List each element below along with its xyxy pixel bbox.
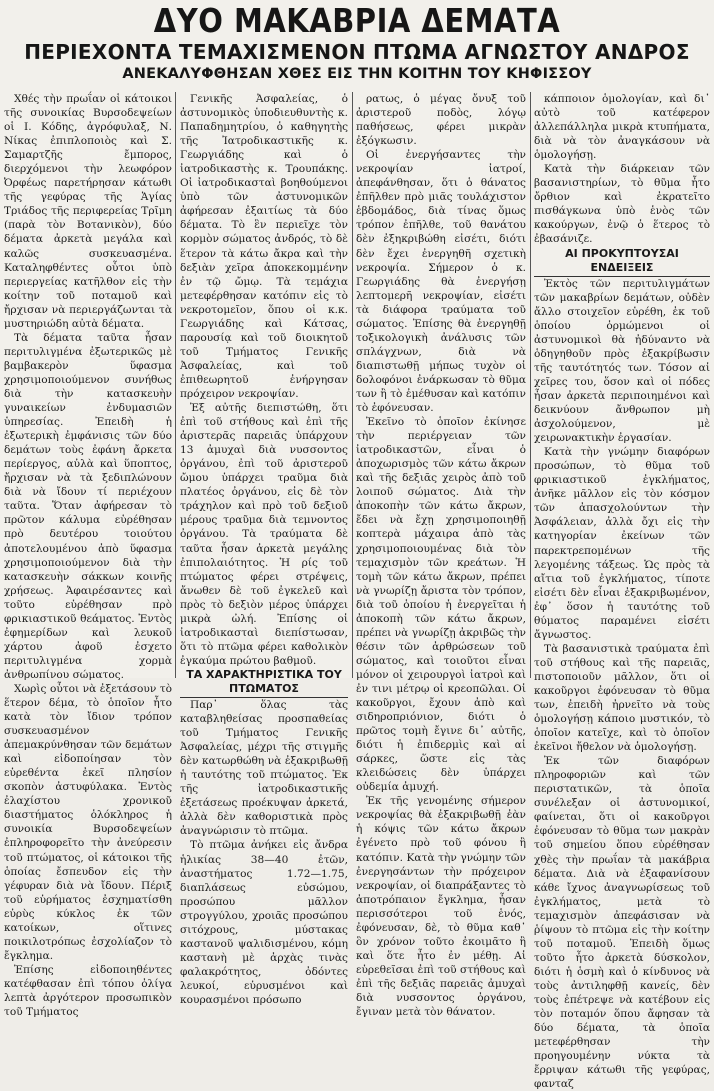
subhead-text: ΑΙ ΠΡΟΚΥΠΤΟΥΣΑΙ ΕΝΔΕΙΞΕΙΣ	[534, 247, 710, 277]
section-subhead	[534, 247, 710, 277]
paragraph: Τὸ πτῶμα ἀνήκει εἰς ἄνδρα ἡλικίας 38—40 ἐτῶν, ἀναστήματος 1.72—1.75, διαπλάσεως εὐσώμου, προσώπου μᾶλλον στρογγύλου, χροιᾶς προσώπου σιτόχρους, μύστακας καστανοῦ ψαλιδισμένου, κόμη καστανὴ μὲ ἀρχὰς τινὰς φαλακρότητος, ὀδόντες λευκοί, εὐρυσμένοι καὶ κουρασμένοι πρόσωπο	[180, 839, 348, 1006]
paragraph: Τὰ δέματα ταῦτα ἦσαν περιτυλιγμένα ἐξωτερικῶς μὲ βαμβακερὸν ὕφασμα χρησιμοποιούμενον συνήθως διὰ τὴν κατασκευὴν γυναικείων ἐνδυμασιῶν ὑπηρεσίας. Ἐπειδὴ ἡ ἐξωτερικὴ ἐμφάνισις τῶν δύο δεμάτων τοὺς ἐφάνη ἄρκετα περίεργος, αὐλὰ καὶ ὕποπτος, ἤρχισαν νὰ τὰ ξεδιπλώνουν διὰ νὰ ἴδουν τί περιέχουν ταῦτα. Ὅταν ἀφήρεσαν τὸ πρῶτον κάλυμα εὑρέθησαν πρὸ δευτέρου τοιούτου ἀποτελουμένου ἀπὸ ὕφασμα χρησιμοποιούμενον διὰ τὴν κατασκευὴν σάκκων κοινῆς χρήσεως. Ἀφαιρέσαντες καὶ τοῦτο εὑρέθησαν πρὸ φρικιαστικοῦ θεάματος. Ἐντὸς ἐφημερίδων καὶ λευκοῦ χάρτου ἀφοῦ ἐσχετο περιτυλιγμένα χορμὰ ἀνθρωπίνου σώματος.	[4, 331, 172, 681]
paragraph: Γενικῆς Ἀσφαλείας, ὁ ἀστυνομικὸς ὑποδιευθυντὴς κ. Παπαδημητρίου, ὁ καθηγητὴς τῆς Ἰατροδικαστικῆς κ. Γεωργιάδης καὶ ὁ ἰατροδικαστὴς κ. Τρουπάκης. Οἱ ἰατροδικασταὶ βοηθούμενοι ὑπὸ τῶν ἀστυνομικῶν ἀφήρεσαν ἐξαιτίως τὰ δύο δέματα. Τὸ ἓν περιεῖχε τὸν κορμὸν σώματος ἀνδρός, τὸ δὲ ἕτερον τὰ κάτω ἄκρα καὶ τὴν δεξιὰν χεῖρα ἀποκεκομμένην ἐν τῷ ὤμῳ. Τὰ τεμάχια μετεφέρθησαν κατόπιν εἰς τὸ νεκροτομεῖον, ὅπου οἱ κ.κ. Γεωργιάδης καὶ Κάτσας, παρουσίᾳ καὶ τοῦ διοικητοῦ τοῦ Τμήματος Γενικῆς Ἀσφαλείας, καὶ τοῦ ἐπιθεωρητοῦ ἐνήργησαν πρόχειρον νεκροψίαν.	[180, 93, 348, 400]
paragraph: Τὰ βασανιστικὰ τραύματα ἐπὶ τοῦ στήθους καὶ τῆς παρειᾶς, πιστοποιοῦν μᾶλλον, ὅτι οἱ κακοῦργοι ἐφόνευσαν τὸ θῦμα των, ἐπειδὴ ἠρνεῖτο νὰ τοὺς ὁμολογήσῃ κάποιο μυστικόν, τὸ ὁποῖον κατεῖχε, καὶ τὸ ὁποῖον ἐκεῖνοι ἤθελον νὰ ὁμολογήσῃ.	[534, 642, 710, 754]
paragraph: Ἐκ τῶν διαφόρων πληροφοριῶν καὶ τῶν περιστατικῶν, τὰ ὁποῖα συνέλεξαν οἱ ἀστυνομικοί, φαίνεται, ὅτι οἱ κακοῦργοι ἐφόνευσαν τὸ θῦμα των μακρὰν τοῦ σημείου ὅπου εὑρέθησαν χθὲς τὴν πρωΐαν τὰ μακάβρια δέματα. Διὰ νὰ ἐξαφανίσουν κάθε ἴχνος ἀναγνωρίσεως τοῦ ἐγκλήματος, μετὰ τὸ τεμαχισμὸν ἀπεφάσισαν νὰ ῥίψουν τὸ πτῶμα εἰς τὴν κοίτην τοῦ ποταμοῦ. Ἐπειδὴ ὅμως τοῦτο ἦτο ἀρκετὰ δύσκολον, διότι ἡ ὁσμὴ καὶ ὁ κίνδυνος νὰ τοὺς ἀντιληφθῇ κανείς, δὲν τοὺς ἐπέτρεψε νὰ κατέβουν εἰς τὸν ποταμόν ὅπου ἄφησαν τὰ δύο δέματα, τὰ ὁποῖα μετεφέρθησαν τὴν προηγουμένην νύκτα τὰ ἔρριψαν κάτωθι τῆς γεφύρας, φανταζ	[534, 755, 710, 1091]
paragraph: Ἐκεῖνο τὸ ὁποῖον ἐκίνησε τὴν περιέργειαν τῶν ἰατροδικαστῶν, εἶναι ὁ ἀποχωρισμὸς τῶν κάτω ἄκρων καὶ τῆς δεξιᾶς χειρὸς ἀπὸ τοῦ λοιποῦ σώματος. Διὰ τὴν ἀποκοπὴν τῶν κάτω ἄκρων, ἔδει νὰ ἔχῃ χρησιμοποιηθῇ κοπτερὰ μάχαιρα ἀπὸ τὰς χρησιμοποιουμένας διὰ τὸν τεμαχισμὸν τῶν κρεάτων. Ἡ τομὴ τῶν κάτω ἄκρων, πρέπει νὰ γνωρίζῃ ἄριστα τὸν τρόπον, διὰ τοῦ ὁποίου ἡ ἐνεργεῖται ἡ ἀποκοπὴ τῶν κάτω ἄκρων, πρέπει νὰ γνωρίζῃ ἀκριβῶς τὴν θέσιν τῶν ἀρθρώσεων τοῦ σώματος, καὶ τοιοῦτοι εἶναι μόνον οἱ χειρουργοὶ ἰατροὶ καὶ ἐν τινι μέτρῳ οἱ κρεοπῶλαι. Οἱ κακοῦργοι, ἔχουν ἀπὸ καὶ σιδηροπριόνιον, διότι ὁ πρῶτος τομὴ ἔγινε δι᾽ αὐτῆς, διότι ἡ ἐπιδερμὶς καὶ αἱ σάρκες, ὥστε εἰς τὰς κλειδώσεις δὲν ὑπάρχει οὐδεμία ἀμυχή.	[356, 416, 526, 794]
subheadline: ΠΕΡΙΕΧΟΝΤΑ ΤΕΜΑΧΙΣΜΕΝΟΝ ΠΤΩΜΑ ΑΓΝΩΣΤΟΥ ΑΝΔΡΟΣ	[24, 40, 690, 64]
headline: ΔΥΟ ΜΑΚΑΒΡΙΑ ΔΕΜΑΤΑ	[153, 2, 561, 41]
paragraph: Οἱ ἐνεργήσαντες τὴν νεκροψίαν ἰατροί, ἀπεφάνθησαν, ὅτι ὁ θάνατος ἐπῆλθεν πρὸ μιᾶς τουλάχιστον ἑβδομάδος, διὰ τίνας ὅμως τρόπον ἐπῆλθε, τοῦ θανάτου δὲν ἐξηκριβώθη εἰσέτι, διότι δὲν ἔχει ἐνεργηθῆ σχετικὴ νεκροψία. Σήμερον ὁ κ. Γεωργιάδης θὰ ἐνεργήσῃ λεπτομερῆ νεκροψίαν, εἰσέτι τὰ διάφορα τραύματα τοῦ σώματος. Ἐπίσης θὰ ἐνεργηθῇ τοξικολογικὴ ἀνάλυσις τῶν σπλάγχνων, διὰ νὰ διαπιστωθῇ μήπως τυχὸν οἱ δολοφόνοι ἐνάρκωσαν τὸ θῦμα των ἢ τὸ ἐμέθυσαν καὶ κατόπιν τὸ ἐφόνευσαν.	[356, 149, 526, 415]
deck: ΑΝΕΚΑΛΥΦΘΗΣΑΝ ΧΘΕΣ ΕΙΣ ΤΗΝ ΚΟΙΤΗΝ ΤΟΥ ΚΗΦΙΣΣΟΥ	[122, 66, 592, 82]
paragraph: Χωρὶς οὗτοι νὰ ἐξετάσουν τὸ ἕτερον δέμα, τὸ ὁποῖον ἦτο κατὰ τὸν ἴδιον τρόπον συσκευασμένον ἀπεμακρύνθησαν τῶν δεμάτων καὶ εἰδοποίησαν τὸν εὑρεθέντα ἐκεῖ πλησίον σκοπὸν ἀστυφύλακα. Ἐντὸς ἐλαχίστου χρονικοῦ διαστήματος ὁλόκληρος ἡ συνοικία Βυρσοδεψείων ἐπληροφορεῖτο τὴν ἀνεύρεσιν τοῦ πτώματος, οἱ κάτοικοι τῆς ὁποίας ἔσπευδον εἰς τὴν γέφυραν διὰ νὰ ἴδουν. Πέριξ τοῦ εὑρήματος ἐσχηματίσθη εὐρὺς κύκλος ἐκ τῶν κατοίκων, οἵτινες ποικιλοτρόπως ἐσχολίαζον τὸ ἔγκλημα.	[4, 682, 172, 962]
paragraph: Κατὰ τὴν γνώμην διαφόρων προσώπων, τὸ θῦμα τοῦ φρικιαστικοῦ ἐγκλήματος, ἀνῆκε μᾶλλον εἰς τὸν κόσμον τῶν ἀπασχολούντων τὴν Ἀσφάλειαν, ἀλλὰ ὄχι εἰς τὴν κατηγορίαν ἐκείνων τῶν παρεκτρεπομένων τῆς λεγομένης τάξεως. Ὡς πρὸς τὰ αἴτια τοῦ ἐγκλήματος, τίποτε εἰσέτι δὲν εἶναι ἐξακριβωμένον, ἐφ᾽ ὅσον ἡ ταυτότης τοῦ θύματος παραμένει εἰσέτι ἄγνωστος.	[534, 446, 710, 641]
column-rule	[530, 92, 531, 678]
section-subhead	[180, 668, 348, 698]
paragraph: Ἐκτὸς τῶν περιτυλιγμάτων τῶν μακαβρίων δεμάτων, οὐδὲν ἄλλο στοιχεῖον εὑρέθη, ἐκ τοῦ ὁποίου ὁρμώμενοι οἱ ἀστυνομικοὶ θὰ ἠδύναντο νὰ ὁδηγηθοῦν πρὸς ἐξακρίβωσιν τῆς ταυτότητός των. Τόσον αἱ χεῖρες του, ὅσον καὶ οἱ πόδες ἦσαν ἀρκετὰ περιποιημένοι καὶ δεικνύουν ἄνθρωπον μὴ ἀσχολούμενον, μὲ χειρωνακτικὴν ἐργασίαν.	[534, 277, 710, 445]
paragraph: κάπποιον ὁμολογίαν, καὶ δι᾽ αὐτὸ τοῦ κατέφερον ἀλλεπάλληλα μικρὰ κτυπήματα, διὰ νὰ τὸν ἀναγκάσουν νὰ ὁμολογήσῃ.	[534, 93, 710, 162]
column-rule	[352, 92, 353, 678]
paragraph: ρατως, ὁ μέγας ὄνυξ τοῦ ἀριστεροῦ ποδὸς, λόγῳ παθήσεως, φέρει μικρὰν ἐξόγκωσιν.	[356, 93, 526, 148]
paragraph: Χθές τὴν πρωΐαν οἱ κάτοικοι τῆς συνοικίας Βυρσοδεψείων οἱ Ι. Κόδης, ἀγρόφυλαξ, Ν. Νίκας ἐπιπλοποιὸς καὶ Σ. Σαμαρτζῆς ἔμπορος, διερχόμενοι τὴν λεωφόρον Ὀρφέως παρετήρησαν κάτωθι τῆς γεφύρας τῆς Ἁγίας Τριάδος τῆς περιφερείας Τρῖμη (παρὰ τὸν Βοτανικὸν), δύο δέματα ἀρκετὰ μεγάλα καὶ καλῶς συσκευασμένα. Καταληφθέντες οὗτοι ὑπὸ περιεργείας κατῆλθον εἰς τὴν κοίτην τοῦ ποταμοῦ καὶ ἤρχισαν νὰ περιεργάζωνται τὰ μυστηριώδη αὐτὰ δέματα.	[4, 93, 172, 330]
article-column-4	[534, 92, 710, 1091]
subhead-text: ΤΑ ΧΑΡΑΚΤΗΡΙΣΤΙΚΑ ΤΟΥ ΠΤΩΜΑΤΟΣ	[180, 668, 348, 698]
paragraph: Ἐπίσης εἰδοποιηθέντες κατέφθασαν ἐπὶ τόπου ὀλίγα λεπτὰ ἀργότερον προσωπικὸν τοῦ Τμήματος	[4, 963, 172, 1019]
article-column-1	[4, 92, 172, 1019]
column-rule	[175, 92, 176, 678]
paragraph: Ἐκ τῆς γενομένης σήμερον νεκροψίας θὰ ἐξακριβωθῇ ἐὰν ἡ κόψις τῶν κάτω ἄκρων ἐγένετο πρὸ τοῦ φόνου ἢ κατόπιν. Κατὰ τὴν γνώμην τῶν ἐνεργησάντων τὴν πρόχειρον νεκροψίαν, οἱ διαπράξαντες τὸ ἀποτρόπαιον ἔγκλημα, ἦσαν περισσότεροι τοῦ ἑνός, ἐφόνευσαν, δὲ, τὸ θῦμα καθ᾽ ὃν χρόνον τοῦτο ἐκοιμᾶτο ἢ καὶ ὅτε ἦτο ἐν μέθῃ. Αἱ εὑρεθεῖσαι ἐπὶ τοῦ στήθους καὶ ἐπὶ τῆς δεξιᾶς παρειᾶς ἀμυχαὶ διὰ νυσσοντος ὀργάνου, ἔγιναν μετὰ τὸν θάνατον.	[356, 795, 526, 1019]
paragraph: Ἐξ αὐτῆς διεπιστώθη, ὅτι ἐπὶ τοῦ στήθους καὶ ἐπὶ τῆς ἀριστερᾶς παρειᾶς ὑπάρχουν 13 ἀμυχαὶ διὰ νυσσοντος ὀργάνου, ἐπὶ τοῦ ἀριστεροῦ ὤμου ὑπάρχει τραῦμα διὰ πλατέος ὀργάνου, εἰς δὲ τὸν τράχηλον καὶ πρὸ τοῦ δεξιοῦ μέρους τραῦμα διὰ τεμνοντος ὀργάνου. Τὰ τραύματα δὲ ταῦτα ἦσαν ἀρκετὰ μεγάλης ἐπιπολαιότητος. Ἡ ρίς τοῦ πτώματος φέρει στρέψεις, ἄνωθεν δὲ τοῦ ἐγκελεῦ καὶ πρὸς τὸ δεξιὸν μέρος ὑπάρχει μικρὰ ὠλή. Ἐπίσης οἱ ἰατροδικασταὶ διεπίστωσαν, ὅτι τὸ πτῶμα φέρει καθολικὸν ἐγκαύμα πρώτου βαθμοῦ.	[180, 402, 348, 667]
article-column-3	[356, 92, 526, 1019]
article-column-2	[180, 92, 348, 1007]
paragraph: Παρ᾽ ὅλας τὰς καταβληθείσας προσπαθείας τοῦ Τμήματος Γενικῆς Ἀσφαλείας, μέχρι τῆς στιγμῆς δὲν κατωρθώθη νὰ ἐξακριβωθῇ ἡ ταυτότης τοῦ πτώματος. Ἐκ τῆς ἰατροδικαστικῆς ἐξετάσεως προέκυψαν ἀρκετά, ἀλλὰ δὲν καθοριστικὰ πρὸς ἀναγνώρισιν τὸ πτῶμα.	[180, 699, 348, 838]
paragraph: Κατὰ τὴν διάρκειαν τῶν βασανιστηρίων, τὸ θῦμα ἦτο ὄρθιον καὶ ἐκρατεῖτο πισθάγκωνα ὑπὸ ἑνὸς τῶν κακούργων, ἐνῷ ὁ ἕτερος τὸ ἐβασάνιζε.	[534, 163, 710, 246]
